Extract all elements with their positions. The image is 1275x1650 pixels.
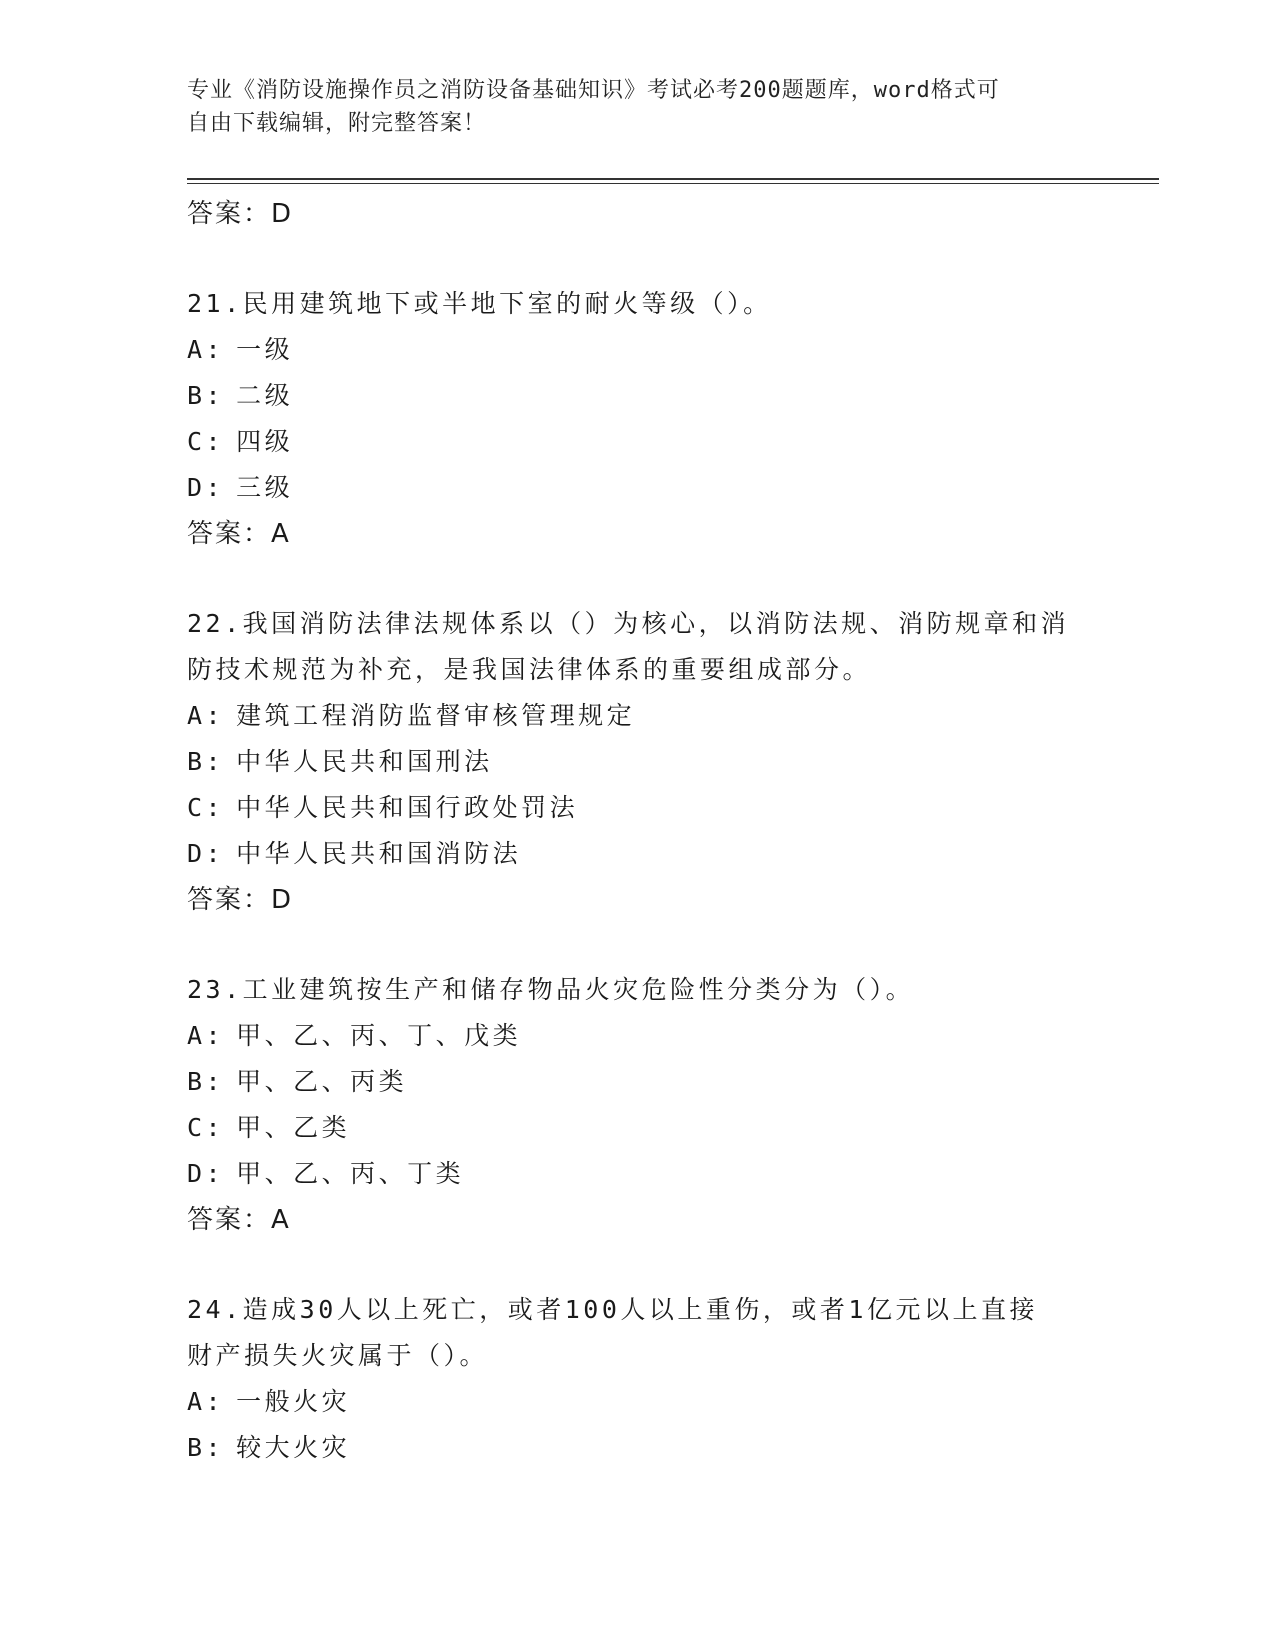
question-22 xyxy=(187,601,1087,923)
header-line-2: 自由下载编辑，附完整答案！ xyxy=(187,111,487,136)
answer-label: 答案： xyxy=(187,1205,272,1235)
option-key: B: xyxy=(187,747,225,776)
question-text-continued: 财产损失火灾属于（）。 xyxy=(187,1341,489,1370)
option-text: 中华人民共和国刑法 xyxy=(236,747,493,776)
question-number: 24. xyxy=(187,1295,243,1324)
option-key: A: xyxy=(187,1387,225,1416)
option-b xyxy=(187,1425,1087,1471)
document-header xyxy=(187,74,1087,140)
option-key: C: xyxy=(187,793,225,822)
question-text xyxy=(187,1287,1087,1333)
option-key: C: xyxy=(187,1113,225,1142)
answer-label: 答案： xyxy=(187,199,272,229)
option-c xyxy=(187,419,1087,465)
option-text: 二级 xyxy=(236,381,294,410)
header-line-1: 专业《消防设施操作员之消防设备基础知识》考试必考200题题库，word格式可 xyxy=(187,78,1000,103)
option-d xyxy=(187,1151,1087,1197)
question-stem-line-1: 我国消防法律法规体系以（）为核心，以消防法规、消防规章和消 xyxy=(242,609,1070,638)
option-c xyxy=(187,1105,1087,1151)
question-text xyxy=(187,967,1087,1013)
option-text: 建筑工程消防监督审核管理规定 xyxy=(236,701,636,730)
question-number: 23. xyxy=(187,975,243,1004)
answer-line xyxy=(187,1197,1087,1243)
option-key: A: xyxy=(187,335,225,364)
option-key: B: xyxy=(187,381,225,410)
question-text xyxy=(187,281,1087,327)
option-b xyxy=(187,739,1087,785)
question-text-continued: 防技术规范为补充，是我国法律体系的重要组成部分。 xyxy=(187,655,872,684)
option-text: 甲、乙、丙、丁类 xyxy=(236,1159,465,1188)
option-d xyxy=(187,831,1087,877)
question-number: 21. xyxy=(187,289,243,318)
header-rule-thin xyxy=(187,183,1159,184)
question-number: 22. xyxy=(187,609,243,638)
option-b xyxy=(187,373,1087,419)
option-key: D: xyxy=(187,473,225,502)
option-text: 中华人民共和国行政处罚法 xyxy=(236,793,579,822)
option-text: 较大火灾 xyxy=(236,1433,351,1462)
option-key: D: xyxy=(187,1159,225,1188)
answer-line xyxy=(187,511,1087,557)
answer-value: D xyxy=(271,199,293,229)
option-text: 四级 xyxy=(236,427,294,456)
answer-label: 答案： xyxy=(187,885,272,915)
option-text: 甲、乙、丙、丁、戊类 xyxy=(236,1021,522,1050)
option-key: B: xyxy=(187,1067,225,1096)
option-key: A: xyxy=(187,1021,225,1050)
option-a xyxy=(187,327,1087,373)
option-a xyxy=(187,693,1087,739)
question-23 xyxy=(187,967,1087,1243)
answer-line xyxy=(187,877,1087,923)
answer-value: D xyxy=(271,885,293,915)
option-c xyxy=(187,785,1087,831)
option-a xyxy=(187,1379,1087,1425)
option-key: A: xyxy=(187,701,225,730)
question-text xyxy=(187,601,1087,647)
option-text: 一级 xyxy=(236,335,294,364)
option-text: 甲、乙类 xyxy=(236,1113,351,1142)
option-text: 一般火灾 xyxy=(236,1387,351,1416)
answer-line xyxy=(187,191,1087,237)
option-d xyxy=(187,465,1087,511)
question-stem: 工业建筑按生产和储存物品火灾危险性分类分为（）。 xyxy=(242,975,915,1004)
option-key: B: xyxy=(187,1433,225,1462)
option-a xyxy=(187,1013,1087,1059)
option-b xyxy=(187,1059,1087,1105)
option-text: 甲、乙、丙类 xyxy=(236,1067,408,1096)
option-text: 三级 xyxy=(236,473,294,502)
question-stem: 民用建筑地下或半地下室的耐火等级（）。 xyxy=(242,289,772,318)
answer-value: A xyxy=(271,519,290,549)
option-key: C: xyxy=(187,427,225,456)
question-21 xyxy=(187,281,1087,557)
answer-label: 答案： xyxy=(187,519,272,549)
header-rule-thick xyxy=(187,178,1159,180)
question-stem-line-1: 造成30人以上死亡，或者100人以上重伤，或者1亿元以上直接 xyxy=(242,1295,1038,1324)
option-text: 中华人民共和国消防法 xyxy=(236,839,522,868)
answer-value: A xyxy=(271,1205,290,1235)
option-key: D: xyxy=(187,839,225,868)
question-list xyxy=(187,191,1087,1471)
question-24 xyxy=(187,1287,1087,1471)
